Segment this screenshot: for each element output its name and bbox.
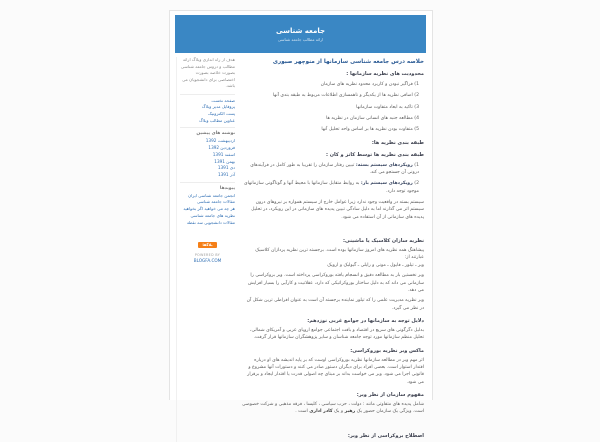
classic-text: پیشاهنگ همه نظریه های امروز سازمانها بوده است. برجسته ترین نظریه پردازان کلاسیک عبارتند از: (255, 248, 424, 261)
reasons-paragraph: بدلیل دگرگونی های سریع در اقتصاد و بافت اجتماعی جوامع اروپای غربی و آمریکای شمالی، تحلیل منظم سازمانها مورد توجه جامعه شناسان و سایر پژوهشگران سازمانها قرار گرفت. (250, 327, 424, 341)
org-concept-text: شامل پدیده های متفاوتی مانند : دولت ، حزب سیاسی ، کلیسا ، فرقه مذهبی و شرکت خصوصی است. (242, 401, 424, 415)
blogroll-link[interactable]: مقالات جامعه شناسی (196, 199, 235, 205)
list-item: 4) مطالعه جنبه های انسانی سازمان در نظریه ها (326, 116, 419, 122)
approaches-list (242, 162, 424, 195)
item-number: 2) (414, 181, 419, 187)
blogfa-badge-icon[interactable]: بلاگفا (198, 242, 216, 248)
sidebar-nav (180, 94, 235, 125)
post-title: خلاصه درس جامعه شناسی سازمانها از منوچهر صبوری (272, 59, 424, 65)
archive-section (180, 127, 235, 178)
about-blog-text: هدف از راه اندازی وبلاگ ارائه مطالب و دروس جامعه شناسی بصورت خلاصه بصورت اختصاصی برای دانشجویان می باشد. (180, 57, 235, 88)
sidebar-item-post-titles[interactable]: عناوین مطالب وبلاگ (199, 117, 235, 123)
classic-theorists-heading: نظریه سازان کلاسیک یا ماشینی: (343, 238, 424, 245)
org-concept-heading: مفهوم سازمان از نظر وبر: (356, 391, 424, 398)
weber-theory-paragraph: اثر مهم وبر در مطالعه سازمانها نظریه بوروکراسی اوست که بر پایه اندیشه های او درباره اقتدار استوار است. بعضی افراد برای دیگران دستور صادر می کنند و دستورات آنها مشروع و قانونی اجرا می شود. وبر می خواست بداند بر مبنای چه اصولی قدرت یا اقتدار ایجاد و برقرار می شود. (247, 357, 424, 385)
sidebar-item-home[interactable]: صفحه نخست (211, 97, 235, 103)
org-concept-paragraph (242, 401, 424, 416)
classification-heading: طبقه بندی نظریه ها: (371, 139, 424, 146)
links-heading: پیوندها (219, 185, 235, 191)
archive-heading: نوشته های پیشین (196, 131, 235, 137)
list-item (242, 162, 424, 177)
blogroll-link[interactable]: مقالات دانشجویی سه نقطه (186, 219, 235, 225)
blogroll-link[interactable]: انجمن جامعه شناسی ایران (188, 192, 235, 198)
sidebar-item-profile[interactable]: پروفایل مدیر وبلاگ (201, 104, 235, 110)
org-concept-bold: کادر اداری (309, 409, 333, 415)
links-section (180, 182, 235, 227)
org-concept-text: است . (295, 409, 308, 415)
org-concept-bold: رهبر (344, 409, 356, 415)
item-number: 1) (414, 162, 419, 168)
org-concept-text: و یک (334, 409, 344, 415)
blogroll-link[interactable]: نظریه های جامعه شناسی (190, 212, 235, 218)
archive-link[interactable]: فروردین 1392 (208, 145, 235, 151)
list-item: 1) فراگیر نبودن و کاربرد محدود نظریه های سازمان (320, 82, 419, 87)
classic-names: وبر ـ تیلور ـ فایول ـ مونی و رایلی ـ گیولیک و ارویک (327, 262, 424, 268)
list-item (242, 180, 424, 195)
blogroll-link[interactable]: هر چه می خواهید اگر بخواهید (183, 206, 235, 212)
blog-title: جامعه شناسی (276, 26, 325, 35)
sidebar-item-email[interactable]: پست الکترونیک (208, 110, 235, 116)
blog-header-banner (175, 15, 426, 53)
list-item: 3) تاکید به ابعاد متفاوت سازمانها (356, 104, 419, 110)
weber-theory-heading: ماکس وبر نظریه بوروکراسی: (350, 347, 424, 354)
powered-by-block (180, 253, 235, 263)
item-lead: رویکردهای سیستم باز: (360, 181, 413, 187)
blog-page (169, 10, 433, 439)
bureaucracy-heading: اصطلاح بروکراسی از نظر وبر: (347, 432, 424, 439)
item-lead: رویکردهای سیستم بسته: (355, 162, 413, 168)
archive-link[interactable]: بهمن 1391 (214, 158, 235, 164)
weber-paragraph-2: وبر نظریه مدیریت علمی را که تیلور نماینده برجسته آن است به عنوان افراطی ترین شکل آن در نظر می گیرد. (246, 298, 424, 311)
closed-system-paragraph: سیستم بسته در واقعیت وجود ندارد زیرا عوامل خارج از سیستم همواره بر نیروهای درون سیستم اثر می گذارند اما به دلیل سادگی تبیین پدیده های سازمانی در این رویکرد، در تحلیل پدیده های سازمانی از آن استفاده می شود. (251, 200, 424, 220)
katz-kahn-heading: طبقه بندی نظریه ها توسط کاتز و کان : (325, 151, 424, 158)
org-concept-text: ویژگی یک سازمان حضور یک (356, 409, 412, 415)
limitations-heading: محدودیت های نظریه سازمانها : (346, 71, 424, 77)
archive-link[interactable]: دی 1391 (217, 165, 235, 171)
archive-link[interactable]: اردیبهشت 1392 (205, 138, 235, 144)
list-item: 2) اضافی نظریه ها از یکدیگر و ناهمسازی اطلاعات مربوط به طبقه بندی آنها (272, 93, 419, 99)
list-item: 5) متفاوت بودن نظریه ها بر اساس واحد تحلیل آنها (321, 127, 419, 133)
archive-link[interactable]: آذر 1391 (217, 171, 235, 177)
blog-subtitle: ارائه مطالب جامعه شناسی (277, 36, 324, 42)
reasons-heading: دلایل توجه به سازمانها در جوامع غربی نوزدهم: (307, 317, 424, 324)
blogfa-com-link[interactable]: BLOGFA.COM (193, 258, 222, 264)
archive-link[interactable]: اسفند 1391 (212, 151, 235, 157)
sidebar (176, 57, 238, 442)
item-text: تبیین رفتار سازمان را تقریبا به طور کامل در فرآیندهای درونی آن جستجو می کند. (250, 162, 419, 176)
limitations-list (242, 81, 424, 134)
weber-paragraph-1: وبر نخستین بار به مطالعه دقیق و انسجام یافته بوروکراسی پرداخته است. وبر بروکراسی را سازمانی می داند که به دلیل ساختار بوروکراتیکی که دارد، عقلانیت و کارآیی را بسیار افزایش می دهد. (248, 273, 424, 293)
classic-paragraph (242, 247, 424, 269)
item-text: به روابط متقابل سازمانها با محیط آنها و گوناگونی سازمانهای موجود توجه دارد. (243, 181, 419, 194)
post-column (238, 57, 426, 442)
powered-by-label: POWERED BY (194, 253, 221, 258)
